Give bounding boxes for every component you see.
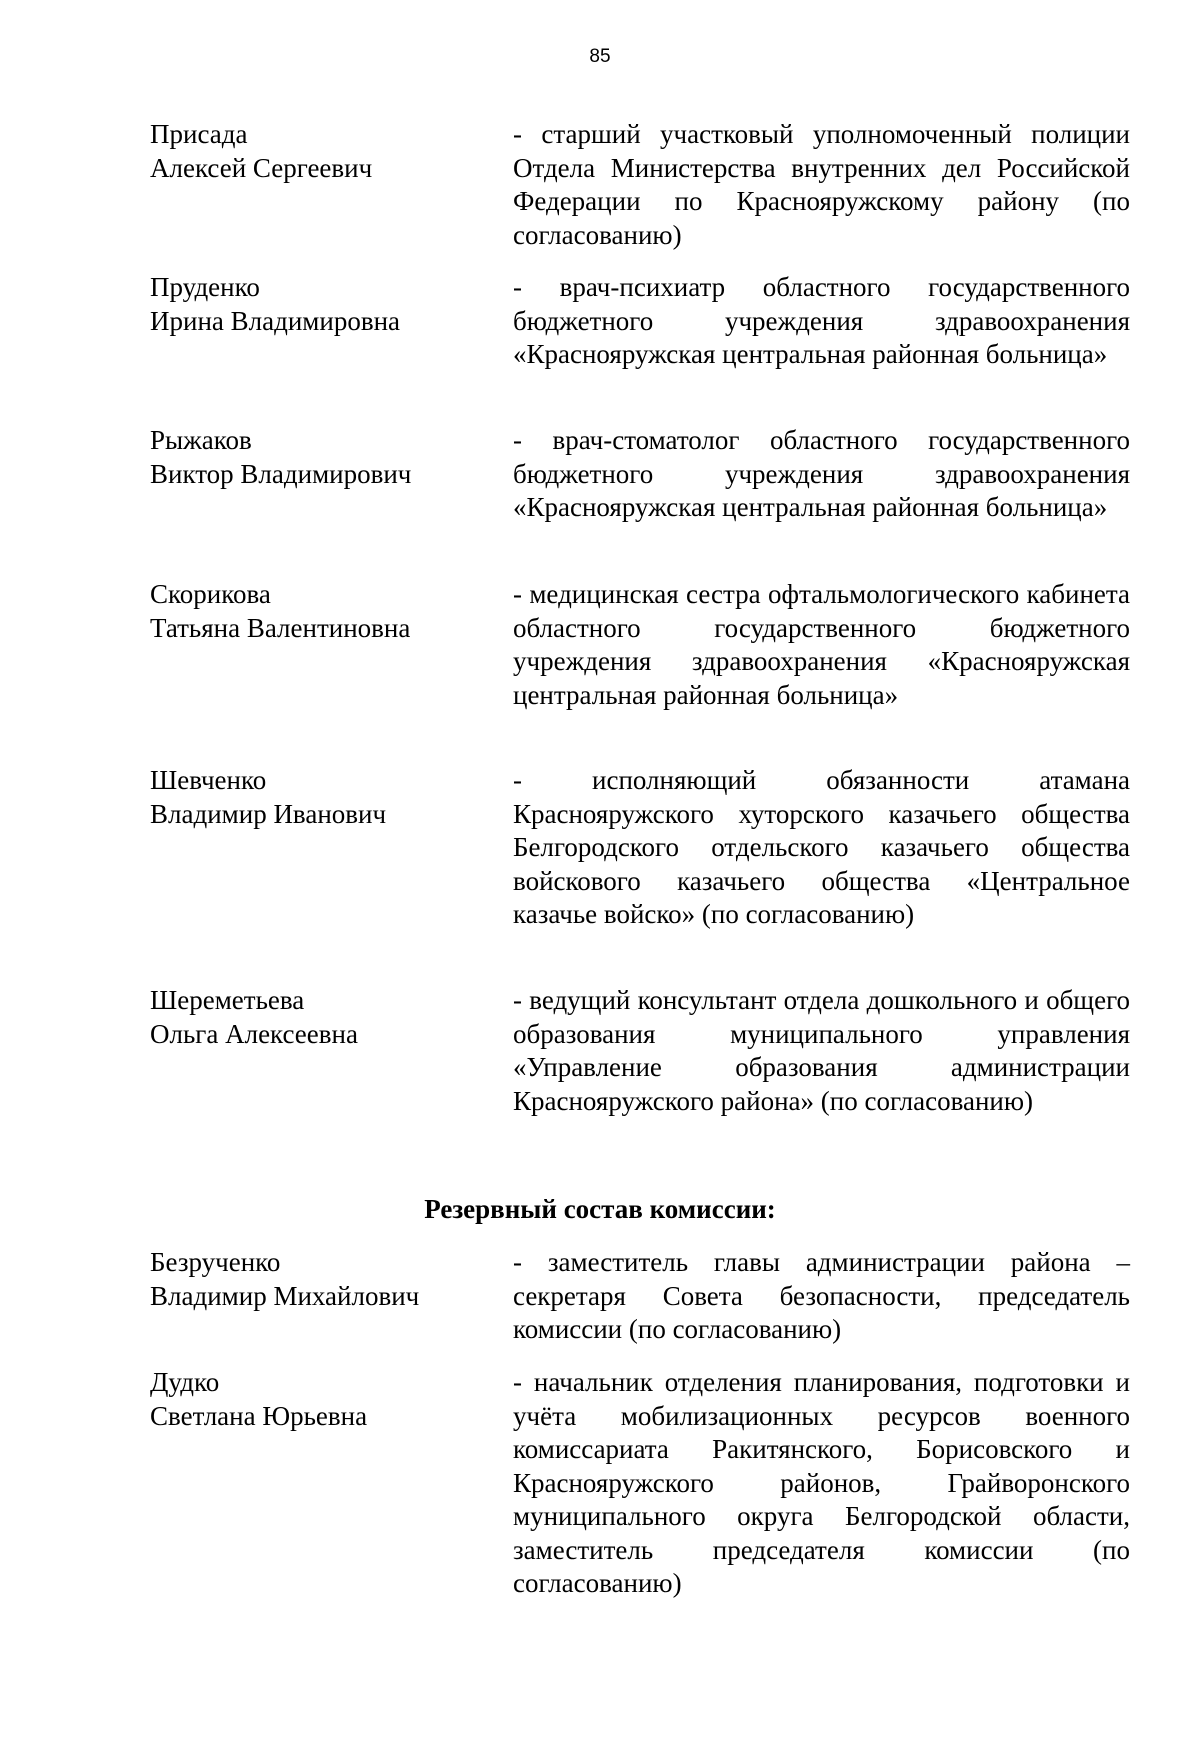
member-surname: Шереметьева: [150, 985, 305, 1015]
member-surname: Скорикова: [150, 579, 271, 609]
member-name: [150, 424, 490, 491]
member-given-names: Ирина Владимировна: [150, 305, 401, 336]
member-given-names: Алексей Сергеевич: [150, 152, 373, 183]
member-name: [150, 578, 490, 645]
member-role: - врач-психиатр областного государственного бюджетного учреждения здравоохранения «Краснояружская центральная районная больница»: [513, 272, 1130, 369]
member-role: - врач-стоматолог областного государственного бюджетного учреждения здравоохранения «Краснояружская центральная районная больница»: [513, 425, 1130, 522]
member-surname: Пруденко: [150, 272, 260, 302]
member-name: [150, 118, 490, 185]
member-surname: Дудко: [150, 1367, 220, 1397]
member-given-names: Ольга Алексеевна: [150, 1018, 358, 1049]
member-name: [150, 1366, 490, 1433]
member-role: - исполняющий обязанности атамана Краснояружского хуторского казачьего общества Белгородского отдельского казачьего общества войскового казачьего общества «Центральное казачье войско» (по согласованию): [513, 765, 1130, 929]
member-surname: Шевченко: [150, 765, 267, 795]
member-name: [150, 1246, 490, 1313]
member-name: [150, 271, 490, 338]
member-surname: Безрученко: [150, 1247, 281, 1277]
member-name: [150, 764, 490, 831]
member-role: - старший участковый уполномоченный полиции Отдела Министерства внутренних дел Российской Федерации по Краснояружскому району (по согласованию): [513, 119, 1130, 250]
member-role: - медицинская сестра офтальмологического кабинета областного государственного бюджетного учреждения здравоохранения «Краснояружская центральная районная больница»: [513, 579, 1130, 710]
member-role: - заместитель главы администрации района – секретаря Совета безопасности, председатель комиссии (по согласованию): [513, 1247, 1130, 1344]
member-surname: Присада: [150, 119, 248, 149]
member-name: [150, 984, 490, 1051]
member-surname: Рыжаков: [150, 425, 252, 455]
member-given-names: Владимир Михайлович: [150, 1280, 420, 1311]
reserve-section-heading: Резервный состав комиссии:: [424, 1194, 776, 1224]
member-given-names: Светлана Юрьевна: [150, 1400, 368, 1431]
member-role: - ведущий консультант отдела дошкольного и общего образования муниципального управления «Управление образования администрации Краснояружского района» (по согласованию): [513, 985, 1130, 1116]
member-given-names: Виктор Владимирович: [150, 458, 412, 489]
member-role: - начальник отделения планирования, подготовки и учёта мобилизационных ресурсов военного комиссариата Ракитянского, Борисовского и Краснояружского районов, Грайворонского муниципального округа Белгородской области, заместитель председателя комиссии (по согласованию): [513, 1367, 1130, 1598]
page-number: 85: [589, 46, 611, 67]
member-given-names: Владимир Иванович: [150, 798, 387, 829]
member-given-names: Татьяна Валентиновна: [150, 612, 411, 643]
